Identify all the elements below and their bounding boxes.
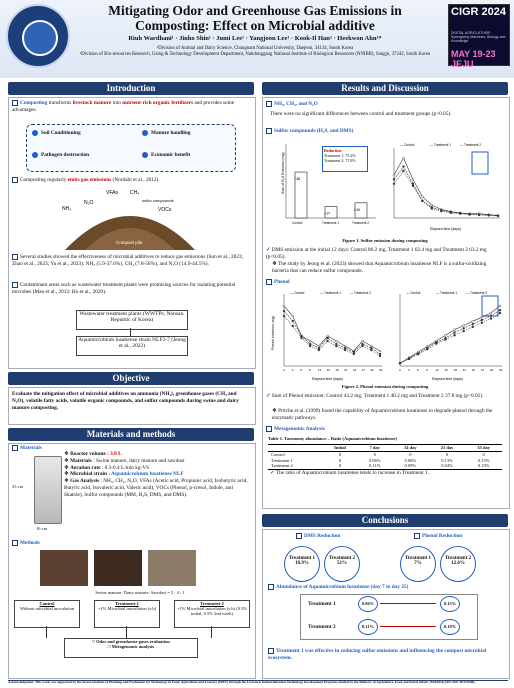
- data-point: [353, 353, 355, 355]
- sulfur-line-chart: [382, 140, 504, 236]
- data-point: [497, 215, 499, 217]
- treatment-2-box: Treatment-2 +1% Microbial inoculation (v.b) (0.5% initial, 0.5% 2nd week): [174, 600, 250, 628]
- legend-entry: — Treatment 2: [460, 143, 482, 147]
- series-line: [394, 158, 498, 215]
- connector-line: [211, 626, 212, 638]
- data-point: [379, 355, 381, 357]
- data-point: [370, 347, 372, 349]
- checkbox-icon: [12, 445, 18, 451]
- legend-entry: — Control: [400, 143, 415, 147]
- reduction-box: Reduction Treatment 1: 75.2% Treatment 2: 71.8%: [322, 146, 368, 172]
- table-header-row: Initial 7 day 14 day 21 day 35 day: [268, 445, 502, 452]
- data-point: [362, 340, 364, 342]
- data-point: [379, 350, 381, 352]
- methods-heading: Materials and methods: [8, 428, 254, 441]
- checkbox-icon: [296, 533, 302, 539]
- gas-label-vfas: VFAs: [106, 190, 118, 196]
- x-tick-label: 12: [435, 368, 439, 372]
- benefit-pathogen: Pathogen destruction: [32, 152, 122, 159]
- dms-treatment-1-circle: Treatment 1 16.9%: [284, 546, 320, 582]
- dms-study-text: ❖ The study by Jeong et al. (2023) showed that Aquamicrobium lusatiense NLF is a sulfur-oxidizing bacteria that can reduce sulfur compounds.: [272, 261, 487, 274]
- phenol-treatment-2-circle: Treatment 2 12.6%: [440, 546, 476, 582]
- mixing-ratio: Swine manure: Dairy manure: Sawdust = 5 : 4 : 1: [95, 590, 185, 595]
- dms-result-text: ✓ DMS emission at the initial 12 days: Control 86.2 mg, Treatment 1 62.4 mg and Treatment 2 63.2 mg (p<0.05).: [266, 247, 487, 260]
- bar-category-label: Control: [292, 221, 303, 225]
- data-point: [426, 348, 428, 350]
- table-row: Treatment 1 0 0.06% 0.06% 0.13% 0.15%: [271, 457, 490, 463]
- data-point: [318, 347, 320, 349]
- data-point: [309, 345, 311, 347]
- x-tick-label: 21: [462, 368, 466, 372]
- x-tick-label: 27: [361, 368, 365, 372]
- legend-entry: — Treatment 1: [430, 143, 452, 147]
- abundance-end-value: 0.15%: [440, 596, 460, 612]
- line-chart-xlabel: Elapsed time (days): [430, 227, 461, 231]
- data-point: [309, 340, 311, 342]
- legend-entry: — Treatment 2: [350, 291, 372, 295]
- author-list: Riuh Wardhani¹ · Jinho Shin¹ · Jumi Lee¹ · Yangjoon Lee¹ · Kook-Il Han² · Heekwon Ahn¹*: [128, 35, 382, 42]
- data-point: [440, 210, 442, 212]
- data-point: [444, 338, 446, 340]
- intro-paragraph-1: Composting transforms livestock manure into nutrient-rich organic fertilizers and provides some advantages.: [12, 100, 235, 114]
- bar-category-label: Treatment 1: [322, 221, 340, 225]
- conference-logo: [448, 4, 510, 69]
- x-tick-label: 15: [444, 368, 448, 372]
- data-point: [499, 309, 501, 311]
- data-point: [444, 334, 446, 336]
- connector-line: [126, 626, 127, 638]
- legend-entry: — Treatment 2: [466, 291, 488, 295]
- conference-logo-date: MAY 19-23 JEJU: [451, 49, 496, 69]
- affiliation-1: ¹Division of Animal and Dairy Science, Chungnam National University, Daejeon, 34134, South Korea: [156, 46, 354, 51]
- treatment-1-box: Treatment-1 +1% Microbial inoculation (v.b): [94, 600, 160, 628]
- phenol-reduction-title: Phenol Reduction: [414, 533, 462, 540]
- material-row: ❖ Gas Analysis : NH₃, CH₄, N₂O, VFAs (Acetic acid, Propionic acid, Isobutyric acid, Butyric acid, Isovaleric acid, Valeric acid), VOCs (Phenol, p-cresol, Indole, and Skatole), Sulfur compounds (MM, H₂S, DMS, and DMS).: [64, 478, 248, 498]
- data-point: [421, 196, 423, 198]
- data-point: [412, 185, 414, 187]
- checkbox-icon: [12, 100, 18, 106]
- data-point: [450, 212, 452, 214]
- objective-text: Evaluate the mitigation effect of microbial additives on ammonia (NH₃), greenhouse gases (CH₄ and N₂O), volatile fatty acids, volatile organic compounds, and sulfur compounds during swine and dairy manure composting.: [12, 391, 239, 411]
- checkbox-icon: [266, 426, 272, 432]
- globe-icon: [142, 152, 148, 158]
- series-line: [400, 310, 500, 363]
- bar-value-label: 1.97: [324, 211, 331, 216]
- x-tick-label: 12: [317, 368, 322, 372]
- data-point: [469, 214, 471, 216]
- objective-heading: Objective: [8, 372, 254, 385]
- data-point: [490, 312, 492, 314]
- phenol-cumulative-chart: [388, 288, 506, 384]
- abundance-row-label: Treatment 2: [308, 624, 336, 630]
- results-section-4-title: Metagenomic Analysis: [266, 426, 504, 433]
- material-row: ❖ Aeration rate : 0.3-0.4 L/min kg-VS: [64, 464, 150, 471]
- methods-label: Methods: [12, 540, 40, 547]
- reactor-width: 16 cm: [36, 526, 48, 531]
- data-point: [370, 349, 372, 351]
- data-point: [454, 332, 456, 334]
- gas-label-vocs: VOCs: [158, 207, 172, 213]
- x-tick-label: 6: [417, 368, 419, 372]
- phenol-study-text: ❖ Pritche et al. (1999) found the capability of Aquamicrobium lusatiense to degrade phenol through the enzymatic pathways.: [272, 408, 493, 421]
- data-point: [478, 214, 480, 216]
- data-point: [335, 343, 337, 345]
- phenol-chart-xlabel: Elapsed time (days): [312, 377, 343, 381]
- data-point: [362, 345, 364, 347]
- checkbox-icon: [414, 533, 420, 539]
- arrow-line: [380, 603, 436, 604]
- results-section-3-title: Phenol: [266, 279, 504, 286]
- data-point: [370, 345, 372, 347]
- x-tick-label: 33: [499, 368, 503, 372]
- data-point: [459, 213, 461, 215]
- taxonomy-table: [268, 444, 502, 470]
- reactor-height: 33 cm: [12, 484, 24, 489]
- data-point: [402, 170, 404, 172]
- legend-entry: — Control: [406, 291, 421, 295]
- material-row: ❖ Microbial strain : Aquamicrobium lusatiense NLF: [64, 471, 184, 478]
- figure-2-caption: Figure 2. Phenol emission during composting: [341, 384, 429, 389]
- gas-label-sulfur: sulfur compounds: [142, 198, 174, 203]
- results-section-2-title: Sulfur compounds (H₂S, and DMS): [266, 128, 504, 135]
- data-point: [379, 353, 381, 355]
- data-point: [399, 362, 401, 364]
- phenol-treatment-1-circle: Treatment 1 7%: [400, 546, 436, 582]
- data-point: [490, 315, 492, 317]
- data-point: [412, 178, 414, 180]
- final-conclusion: Treatment 1 was effective in reducing sulfur emissions and influencing the compost microbial ecosystem.: [268, 648, 487, 662]
- data-point: [472, 326, 474, 328]
- data-point: [327, 335, 329, 337]
- abundance-start-value: 0.11%: [358, 619, 378, 635]
- data-point: [344, 349, 346, 351]
- data-point: [408, 358, 410, 360]
- data-point: [393, 183, 395, 185]
- gas-label-n2o: N₂O: [84, 200, 94, 206]
- x-tick-label: 30: [370, 368, 374, 372]
- manure-photo: [40, 550, 88, 586]
- control-box: Control Without microbial inoculation: [14, 600, 80, 628]
- x-tick-label: 6: [300, 368, 303, 372]
- data-point: [472, 320, 474, 322]
- abundance-start-value: 0.06%: [358, 596, 378, 612]
- x-tick-label: 3: [408, 368, 410, 372]
- data-point: [481, 316, 483, 318]
- checkbox-icon: [12, 254, 18, 260]
- highlight-box: [472, 152, 488, 174]
- data-point: [463, 325, 465, 327]
- data-point: [335, 340, 337, 342]
- bar-value-label: 2.60: [354, 207, 361, 212]
- x-tick-label: 0: [283, 368, 285, 372]
- x-tick-label: 9: [309, 368, 311, 372]
- x-tick-label: 30: [489, 368, 494, 372]
- data-point: [488, 214, 490, 216]
- data-point: [481, 319, 483, 321]
- conference-logo-title: CIGR 2024: [451, 6, 507, 18]
- checkbox-icon: [12, 540, 18, 546]
- data-point: [454, 329, 456, 331]
- series-line: [284, 306, 380, 351]
- checkbox-icon: [12, 177, 18, 183]
- x-tick-label: 9: [426, 368, 428, 372]
- data-point: [431, 204, 433, 206]
- cumulative-chart-xlabel: Elapsed time (days): [432, 377, 463, 381]
- strain-box: Aquamicrobium lusatiense strain NLF2-7 (Jeong et al., 2022): [76, 336, 188, 356]
- phenol-chart-ylabel: Phenol emission (mg): [271, 316, 275, 350]
- connector-line: [46, 626, 47, 638]
- analysis-box: □ Odor and greenhouse gases evaluation □ Metagenomic analysis: [64, 638, 198, 658]
- x-tick-label: 24: [471, 368, 476, 372]
- x-tick-label: 0: [399, 368, 401, 372]
- results-heading: Results and Discussion: [262, 82, 508, 95]
- x-tick-label: 24: [352, 368, 357, 372]
- data-point: [490, 318, 492, 320]
- intro-paragraph-2: Composting regularly emits gas emissions (Nordahl et al., 2012).: [12, 177, 250, 184]
- intro-bullet-1: Several studies showed the effectiveness of microbial additives to reduce gas emissions (Sun et al., 2023; Zhao et al., 2023; Yu et al., 2023): NH₃ (5.9-37.6%), CH₄ (7.8-58%), and N₂O (14.9-44.5%).: [12, 254, 244, 268]
- globe-icon: [142, 130, 148, 136]
- data-point: [283, 305, 285, 307]
- affiliation-2: ²Division of Bio-resources Research, Using & Technology Development Department, Nakdonggang National Institute of Biological Resources (NNIBR), Sangju, 37242, South Korea: [79, 52, 431, 57]
- data-point: [472, 323, 474, 325]
- abundance-row-label: Treatment 1: [308, 601, 336, 607]
- university-logo: [6, 4, 70, 68]
- table-row: Treatment 2 0 0.11% 0.09% 0.04% 0.10%: [268, 463, 502, 469]
- introduction-heading: Introduction: [8, 82, 254, 95]
- x-tick-label: 21: [344, 368, 348, 372]
- data-point: [318, 345, 320, 347]
- data-point: [417, 353, 419, 355]
- dms-treatment-2-circle: Treatment 2 51%: [324, 546, 360, 582]
- checkbox-icon: [268, 584, 274, 590]
- globe-icon: [32, 152, 38, 158]
- data-point: [327, 340, 329, 342]
- bar-chart-ylabel: Sum of H₂S Emission (mg): [281, 152, 285, 194]
- poster-title: Mitigating Odor and Greenhouse Gas Emissions in Composting: Effect on Microbial additive: [108, 3, 402, 33]
- reactor-image: [34, 456, 62, 524]
- data-point: [402, 166, 404, 168]
- wwtp-box: Wastewater treatment plants (WWTPs, Nonsan, Republic of Korea): [76, 310, 188, 330]
- acknowledgment: Acknowledgment: This work was supported by the Korea Institute of Planning and Evaluation for Technology in Food, Agriculture and Forestry (IPET) through the Livestock Industrialization Technology Development Program, funded by the Ministry of Agriculture, Food and Rural Affairs (MAFRA) (RS-2021-IP321088).: [8, 681, 476, 684]
- data-point: [435, 343, 437, 345]
- checkbox-icon: [266, 279, 272, 285]
- materials-list: [64, 451, 250, 499]
- globe-icon: [32, 130, 38, 136]
- arrow-line: [130, 328, 131, 336]
- data-point: [362, 343, 364, 345]
- bar-category-label: Treatment 2: [352, 221, 370, 225]
- benefit-economic: Economic benefit: [142, 152, 232, 159]
- dms-reduction-title: DMS Reduction: [296, 533, 340, 540]
- data-point: [344, 347, 346, 349]
- data-point: [309, 343, 311, 345]
- data-point: [318, 349, 320, 351]
- benefit-manure: Manure handling: [142, 130, 232, 137]
- data-point: [431, 208, 433, 210]
- x-tick-label: 33: [379, 368, 383, 372]
- material-row: ❖ Materials : Swine manure, dairy manure and sawdust: [64, 457, 185, 464]
- results-section-1-text: There were no significant differences between control and treatment groups (p>0.05).: [270, 111, 452, 117]
- data-point: [292, 315, 294, 317]
- figure-1-caption: Figure 1. Sulfur emission during composting: [342, 238, 428, 243]
- table-1-title: Table 1. Taxonomy abundance – Ratio (Aquamicrobium lusatiense): [268, 436, 398, 441]
- data-point: [393, 178, 395, 180]
- intro-bullet-2: Contaminant areas such as wastewater treatment plants were promising sources for isolating potential microbes (Mao et al., 2012; Ho et al., 2020).: [12, 282, 236, 296]
- data-point: [327, 337, 329, 339]
- materials-label: Materials: [12, 445, 42, 452]
- phenol-line-chart: [268, 288, 386, 384]
- x-tick-label: 15: [326, 368, 330, 372]
- data-point: [499, 305, 501, 307]
- table-row: Control 0 0 0 0 0: [271, 451, 485, 457]
- legend-entry: — Control: [290, 291, 305, 295]
- gas-label-nh3: NH₃: [62, 206, 72, 212]
- data-point: [292, 320, 294, 322]
- material-row: ❖ Reactor volume : 3.8 L: [64, 451, 122, 457]
- mixture-photo: [94, 550, 142, 586]
- data-point: [499, 312, 501, 314]
- affiliations: [70, 46, 440, 58]
- data-point: [292, 325, 294, 327]
- checkbox-icon: [266, 128, 272, 134]
- benefit-soil: Soil Conditioning: [32, 130, 122, 137]
- compost-pile-illustration: [60, 186, 200, 252]
- checkbox-icon: [266, 101, 272, 107]
- phenol-result-text: ✓ Sum of Phenol emission: Control 43.2 mg, Treatment 1 40.2 mg and Treatment 2 37.8 mg (p<0.05).: [266, 393, 484, 399]
- results-section-1-title: NH₃, CH₄, and N₂O: [266, 101, 504, 108]
- checkbox-icon: [12, 282, 18, 288]
- compost-pile-label: Compost pile: [116, 240, 143, 245]
- sawdust-photo: [148, 550, 196, 586]
- x-tick-label: 18: [335, 368, 339, 372]
- abundance-title: Abundance of Aquamicrobium lusatiense (day 7 to day 35): [268, 584, 504, 591]
- data-point: [402, 157, 404, 159]
- checkbox-icon: [268, 648, 274, 654]
- data-point: [300, 337, 302, 339]
- conference-logo-subtitle: DIGITAL AGRICULTURE: Synergizing Machines, Biology and Knowledge: [451, 31, 506, 43]
- conclusions-heading: Conclusions: [262, 514, 508, 527]
- gas-label-ch4: CH₄: [130, 190, 140, 196]
- metagenomic-text: ✓ The ratio of Aquamicrobium lusatiense tends to increase in Treatment 1.: [270, 470, 429, 476]
- data-point: [283, 315, 285, 317]
- data-point: [454, 334, 456, 336]
- data-point: [393, 174, 395, 176]
- data-point: [344, 345, 346, 347]
- data-point: [463, 330, 465, 332]
- data-point: [421, 200, 423, 202]
- legend-entry: — Treatment 1: [320, 291, 342, 295]
- x-tick-label: 27: [480, 368, 485, 372]
- series-line: [284, 316, 380, 356]
- x-tick-label: 3: [291, 368, 294, 372]
- bar-value-label: 7.88: [294, 177, 301, 182]
- data-point: [353, 351, 355, 353]
- series-line: [400, 306, 500, 363]
- legend-entry: — Treatment 1: [436, 291, 458, 295]
- data-point: [335, 345, 337, 347]
- series-line: [400, 313, 500, 363]
- abundance-end-value: 0.10%: [440, 619, 460, 635]
- data-point: [481, 322, 483, 324]
- data-point: [463, 327, 465, 329]
- data-point: [283, 310, 285, 312]
- x-tick-label: 18: [453, 368, 457, 372]
- arrow-line: [380, 626, 436, 627]
